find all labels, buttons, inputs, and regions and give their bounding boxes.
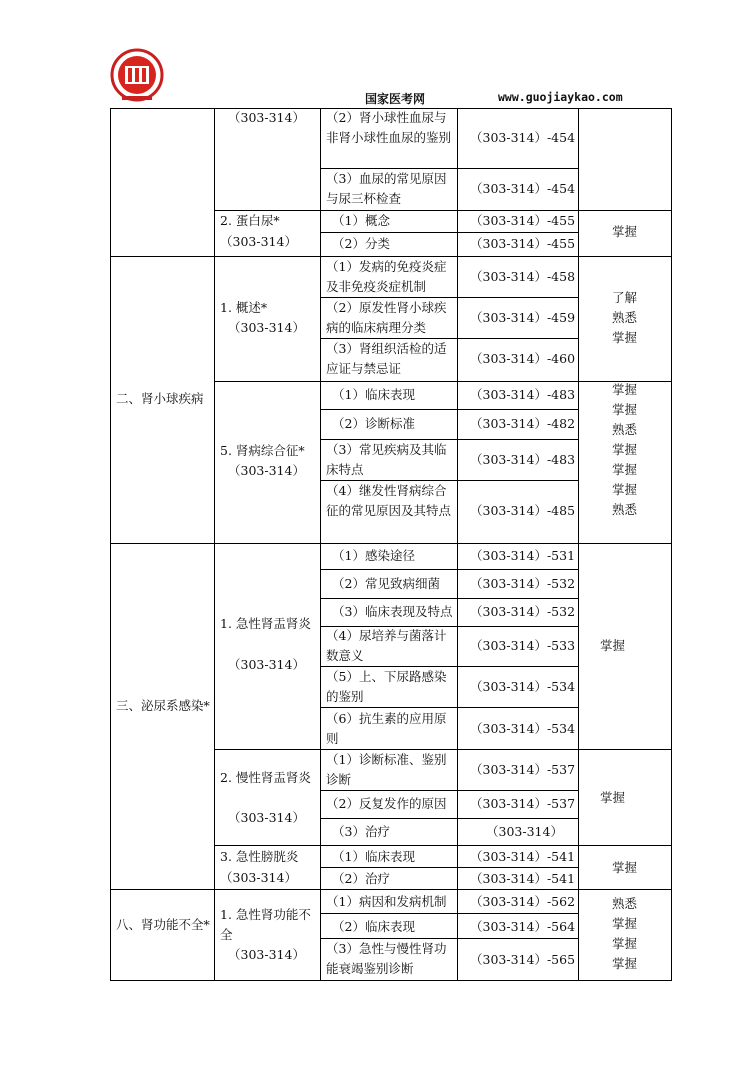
- item-text: （1）发病的免疫炎症及非免疫炎症机制: [326, 259, 447, 294]
- item-text: （2）临床表现: [332, 919, 415, 934]
- subtopic-ref: （303-314）: [228, 463, 305, 478]
- item-ref: （303-314）-541: [470, 849, 576, 864]
- item-ref: （303-314）-483: [470, 387, 576, 402]
- row-divider: [320, 569, 578, 570]
- table-border-left: [110, 108, 111, 981]
- item-ref: （303-314）-533: [470, 638, 576, 653]
- item-text: （3）常见疾病及其临床特点: [326, 442, 447, 477]
- requirement: 熟悉: [612, 310, 638, 325]
- item-ref: （303-314）-537: [470, 762, 576, 777]
- item-ref: （303-314）-455: [470, 213, 576, 228]
- item-text: （4）尿培养与菌落计数意义: [326, 628, 447, 663]
- item-ref: （303-314）-483: [470, 452, 576, 467]
- requirement: 熟悉: [612, 422, 638, 437]
- row-divider: [320, 409, 578, 410]
- row-divider: [110, 889, 672, 890]
- item-ref: （303-314）-532: [470, 604, 576, 619]
- row-divider: [320, 867, 578, 868]
- item-ref: （303-314）-564: [470, 919, 576, 934]
- subtopic-title: 2. 蛋白尿*: [220, 213, 280, 228]
- table-col-divider: [214, 108, 215, 981]
- row-divider: [214, 845, 672, 846]
- item-text: （1）临床表现: [332, 849, 415, 864]
- item-ref: （303-314）-537: [470, 796, 576, 811]
- item-text: （4）继发性肾病综合征的常见原因及其特点: [326, 483, 452, 518]
- row-divider: [320, 232, 578, 233]
- row-divider: [214, 210, 672, 211]
- subtopic-ref: （303-314）: [228, 110, 305, 125]
- requirement: 掌握: [612, 936, 638, 951]
- section-title: 二、肾小球疾病: [116, 391, 204, 406]
- subtopic-ref: （303-314）: [220, 870, 297, 885]
- requirement: 掌握: [600, 638, 626, 653]
- item-text: （3）肾组织活检的适应证与禁忌证: [326, 341, 447, 376]
- subtopic-title: 1. 概述*: [220, 300, 268, 315]
- item-text: （2）反复发作的原因: [326, 796, 447, 811]
- item-text: （3）临床表现及特点: [332, 604, 453, 619]
- header-site-name: 国家医考网: [365, 92, 426, 106]
- item-text: （2）诊断标准: [332, 416, 415, 431]
- row-divider: [320, 913, 578, 914]
- item-text: （3）急性与慢性肾功能衰竭鉴别诊断: [326, 941, 447, 976]
- item-ref: （303-314）-458: [470, 269, 576, 284]
- item-ref: （303-314）-455: [470, 236, 576, 251]
- table-col-divider: [320, 108, 321, 981]
- item-ref: （303-314）-532: [470, 576, 576, 591]
- item-text: （2）肾小球性血尿与非肾小球性血尿的鉴别: [326, 110, 452, 145]
- item-ref: （303-314）-541: [470, 871, 576, 886]
- item-text: （3）血尿的常见原因与尿三杯检查: [326, 171, 447, 206]
- item-ref: （303-314）: [486, 824, 563, 839]
- item-ref: （303-314）-534: [470, 721, 576, 736]
- requirement: 掌握: [612, 462, 638, 477]
- row-divider: [320, 790, 578, 791]
- requirement: 掌握: [612, 482, 638, 497]
- header-url[interactable]: www.guojiaykao.com: [498, 90, 623, 104]
- requirement: 掌握: [612, 860, 638, 875]
- subtopic-title: 1. 急性肾功能不全: [220, 907, 311, 942]
- item-text: （2）原发性肾小球疾病的临床病理分类: [326, 300, 447, 335]
- item-ref: （303-314）-460: [470, 351, 576, 366]
- subtopic-title: 3. 急性膀胱炎: [220, 849, 299, 864]
- section-title: 三、泌尿系感染*: [116, 698, 210, 713]
- item-ref: （303-314）-459: [470, 310, 576, 325]
- section-title: 八、肾功能不全*: [116, 917, 210, 932]
- requirement: 掌握: [612, 916, 638, 931]
- item-text: （1）诊断标准、鉴别诊断: [326, 752, 447, 787]
- item-text: （2）治疗: [332, 871, 390, 886]
- row-divider: [320, 598, 578, 599]
- requirement: 了解: [612, 290, 638, 305]
- item-ref: （303-314）-454: [470, 181, 576, 196]
- item-ref: （303-314）-482: [470, 416, 576, 431]
- requirement: 掌握: [612, 382, 638, 397]
- table-col-divider: [578, 108, 579, 981]
- item-ref: （303-314）-562: [470, 894, 576, 909]
- requirement: 掌握: [600, 790, 626, 805]
- row-divider: [110, 543, 672, 544]
- subtopic-title: 2. 慢性肾盂肾炎: [220, 770, 311, 785]
- row-divider: [320, 818, 578, 819]
- requirement: 掌握: [612, 402, 638, 417]
- row-divider: [214, 381, 672, 382]
- item-text: （1）感染途径: [332, 548, 415, 563]
- row-divider: [320, 707, 578, 708]
- table-border-right: [671, 108, 672, 981]
- requirement: 掌握: [612, 330, 638, 345]
- subtopic-ref: （303-314）: [220, 234, 297, 249]
- item-ref: （303-314）-565: [470, 952, 576, 967]
- table-col-divider: [457, 108, 458, 981]
- item-text: （1）病因和发病机制: [326, 894, 447, 909]
- subtopic-ref: （303-314）: [228, 810, 305, 825]
- requirement: 掌握: [612, 224, 638, 239]
- item-ref: （303-314）-531: [470, 548, 576, 563]
- table-border-bottom: [110, 980, 672, 981]
- subtopic-title: 5. 肾病综合征*: [220, 443, 305, 458]
- item-ref: （303-314）-534: [470, 679, 576, 694]
- item-ref: （303-314）-454: [470, 130, 576, 145]
- item-text: （5）上、下尿路感染的鉴别: [326, 669, 447, 704]
- item-text: （1）临床表现: [332, 387, 415, 402]
- subtopic-ref: （303-314）: [228, 320, 305, 335]
- site-logo: [110, 48, 164, 102]
- requirement: 熟悉: [612, 896, 638, 911]
- requirement: 掌握: [612, 442, 638, 457]
- subtopic-title: 1. 急性肾盂肾炎: [220, 616, 311, 631]
- subtopic-ref: （303-314）: [228, 947, 305, 962]
- item-text: （3）治疗: [332, 824, 390, 839]
- item-ref: （303-314）-485: [470, 503, 576, 518]
- subtopic-ref: （303-314）: [228, 657, 305, 672]
- item-text: （6）抗生素的应用原则: [326, 711, 447, 746]
- item-text: （2）常见致病细菌: [332, 576, 440, 591]
- requirement: 熟悉: [612, 502, 638, 517]
- item-text: （2）分类: [332, 236, 390, 251]
- item-text: （1）概念: [332, 213, 390, 228]
- requirement: 掌握: [612, 956, 638, 971]
